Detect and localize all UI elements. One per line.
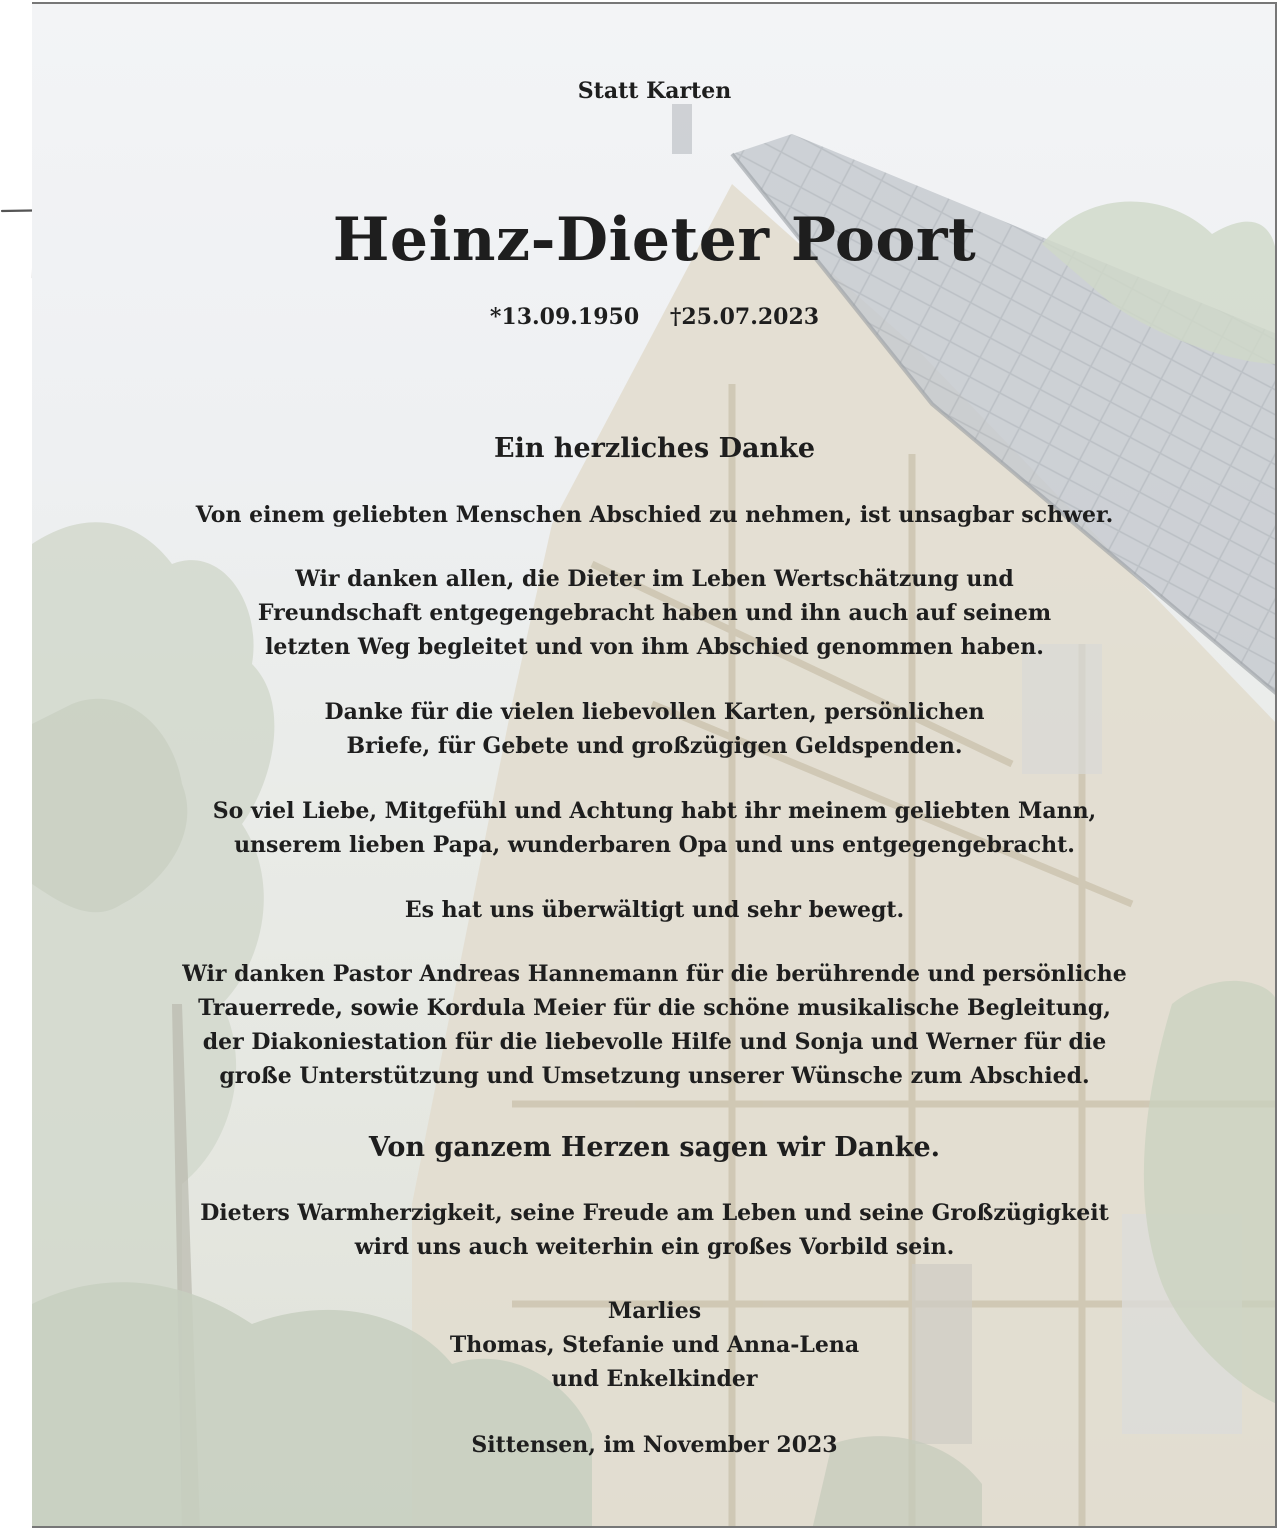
thanks-headline: Ein herzliches Danke (493, 433, 816, 464)
signature-line: Marlies (607, 1298, 702, 1324)
paragraph-6 (32, 957, 1277, 1093)
paragraph-2 (32, 562, 1277, 664)
paragraph-line: Von einem geliebten Menschen Abschied zu nehmen, ist unsagbar schwer. (195, 502, 1114, 528)
paragraph-line: Dieters Warmherzigkeit, seine Freude am Leben und seine Großzügigkeit (200, 1200, 1109, 1226)
paragraph-line: Freundschaft entgegengebracht haben und ihn auch auf seinem (257, 600, 1052, 626)
paragraph-1 (32, 498, 1277, 532)
signature-line: und Enkelkinder (551, 1366, 758, 1392)
obituary-text (32, 4, 1277, 1528)
paragraph-line: Wir danken allen, die Dieter im Leben Wertschätzung und (295, 566, 1014, 592)
paragraph-line: Trauerrede, sowie Kordula Meier für die schöne musikalische Begleitung, (198, 995, 1111, 1021)
place-date: Sittensen, im November 2023 (471, 1432, 838, 1458)
paragraph-line: So viel Liebe, Mitgefühl und Achtung habt ihr meinem geliebten Mann, (212, 798, 1097, 824)
closing-headline: Von ganzem Herzen sagen wir Danke. (368, 1132, 941, 1163)
obituary-card (32, 2, 1277, 1528)
paragraph-line: große Unterstützung und Umsetzung unserer Wünsche zum Abschied. (219, 1063, 1090, 1089)
birth-date: *13.09.1950 (489, 304, 640, 330)
paragraph-line: unserem lieben Papa, wunderbaren Opa und uns entgegengebracht. (234, 832, 1075, 858)
signature-line: Thomas, Stefanie und Anna-Lena (449, 1332, 860, 1358)
life-dates (32, 300, 1277, 334)
death-date: †25.07.2023 (669, 304, 820, 330)
paragraph-3 (32, 695, 1277, 763)
paragraph-line: letzten Weg begleitet und von ihm Abschied genommen haben. (265, 634, 1044, 660)
paragraph-line: Danke für die vielen liebevollen Karten, persönlichen (324, 699, 985, 725)
deceased-name: Heinz-Dieter Poort (332, 205, 977, 275)
paragraph-line: wird uns auch weiterhin ein großes Vorbild sein. (354, 1234, 955, 1260)
paragraph-4 (32, 794, 1277, 862)
closing-paragraph (32, 1196, 1277, 1264)
paragraph-5 (32, 893, 1277, 927)
paragraph-line: Wir danken Pastor Andreas Hannemann für die berührende und persönliche (182, 961, 1127, 987)
paragraph-line: der Diakoniestation für die liebevolle Hilfe und Sonja und Werner für die (202, 1029, 1107, 1055)
paragraph-line: Es hat uns überwältigt und sehr bewegt. (404, 897, 905, 923)
paragraph-line: Briefe, für Gebete und großzügigen Geldspenden. (346, 733, 963, 759)
signatures (32, 1294, 1277, 1396)
statt-karten-label: Statt Karten (577, 78, 732, 104)
